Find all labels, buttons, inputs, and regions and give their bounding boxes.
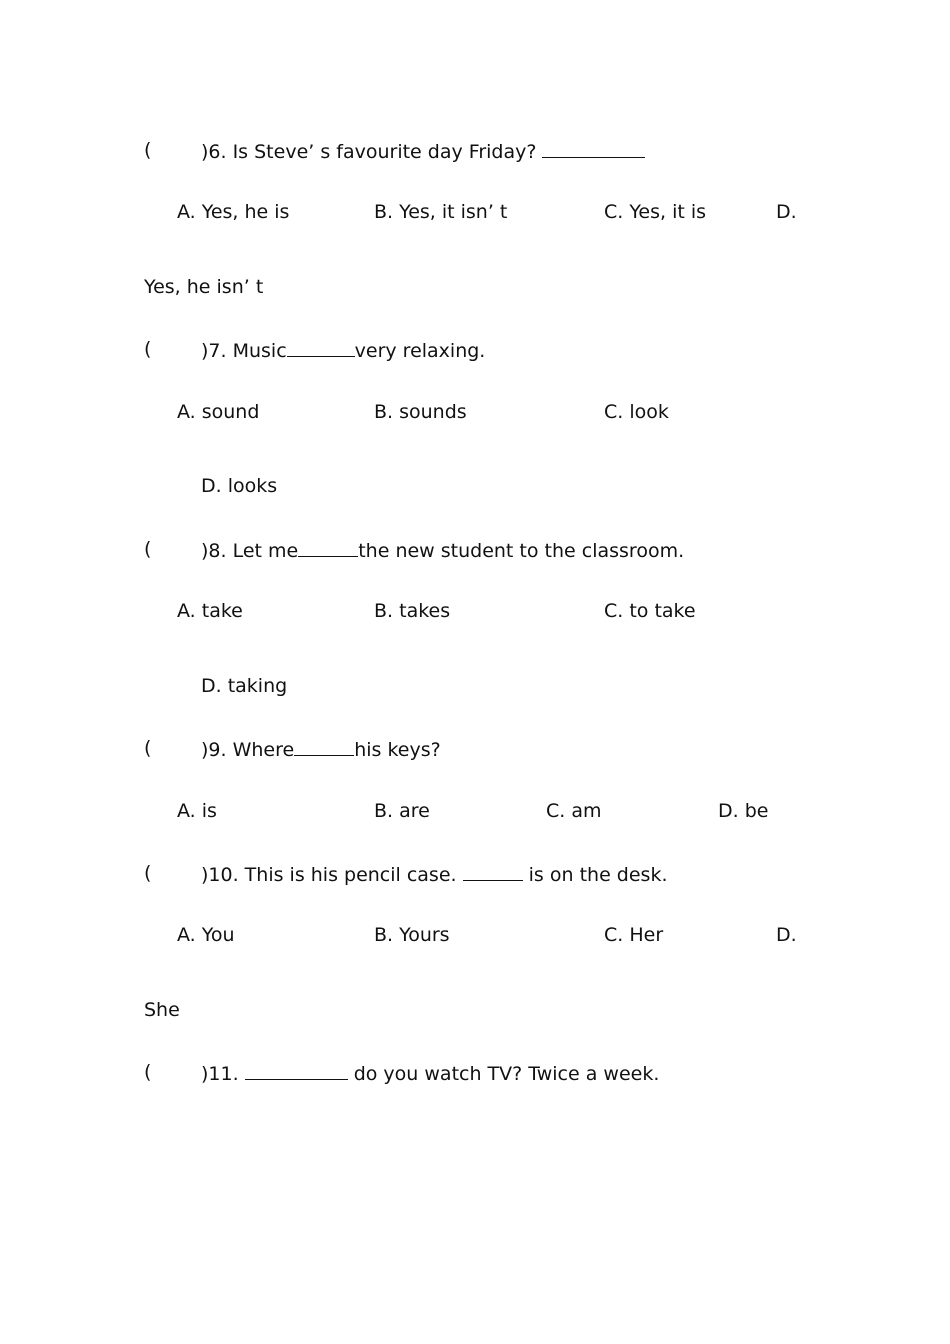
answer-bracket: (: [144, 338, 152, 360]
question-text: [201, 537, 684, 563]
option-a[interactable]: A. You: [177, 924, 235, 946]
question-stem-end: do you watch TV? Twice a week.: [347, 1063, 660, 1085]
option-d[interactable]: D. looks: [201, 475, 278, 497]
question-stem: )11.: [201, 1063, 245, 1085]
option-c[interactable]: C. am: [546, 800, 602, 822]
answer-blank[interactable]: [294, 736, 354, 756]
option-c[interactable]: C. to take: [604, 600, 696, 622]
question-stem: )10. This is his pencil case.: [201, 864, 463, 886]
question-stem: )9. Where: [201, 739, 295, 761]
question-stem-end: is on the desk.: [522, 864, 668, 886]
question-stem-end: his keys?: [354, 739, 441, 761]
option-a[interactable]: A. Yes, he is: [177, 201, 290, 223]
question-text: [201, 337, 485, 363]
question-text: [201, 736, 441, 762]
question-text: [201, 861, 667, 887]
question-stem: )8. Let me: [201, 540, 299, 562]
option-d[interactable]: D. taking: [201, 675, 288, 697]
option-b[interactable]: B. sounds: [374, 401, 467, 423]
answer-bracket: (: [144, 1061, 152, 1083]
option-c[interactable]: C. Yes, it is: [604, 201, 707, 223]
option-c[interactable]: C. look: [604, 401, 669, 423]
answer-blank[interactable]: [245, 1060, 348, 1080]
answer-bracket: (: [144, 538, 152, 560]
option-d-text[interactable]: She: [144, 999, 180, 1021]
option-b[interactable]: B. Yes, it isn’ t: [374, 201, 508, 223]
option-a[interactable]: A. is: [177, 800, 217, 822]
answer-blank[interactable]: [298, 537, 358, 557]
answer-blank[interactable]: [463, 861, 523, 881]
answer-blank[interactable]: [287, 337, 355, 357]
option-d[interactable]: D. be: [718, 800, 769, 822]
question-text: [201, 138, 645, 164]
option-a[interactable]: A. sound: [177, 401, 260, 423]
option-d-text[interactable]: Yes, he isn’ t: [144, 276, 264, 298]
option-d[interactable]: D.: [776, 924, 797, 946]
question-stem-end: the new student to the classroom.: [358, 540, 685, 562]
answer-blank[interactable]: [542, 138, 645, 158]
option-b[interactable]: B. Yours: [374, 924, 450, 946]
option-b[interactable]: B. takes: [374, 600, 451, 622]
answer-bracket: (: [144, 862, 152, 884]
option-a[interactable]: A. take: [177, 600, 243, 622]
question-stem: )7. Music: [201, 340, 287, 362]
question-stem: )6. Is Steve’ s favourite day Friday?: [201, 141, 543, 163]
question-stem-end: very relaxing.: [354, 340, 486, 362]
option-c[interactable]: C. Her: [604, 924, 664, 946]
option-b[interactable]: B. are: [374, 800, 430, 822]
option-d[interactable]: D.: [776, 201, 797, 223]
question-text: [201, 1060, 659, 1086]
answer-bracket: (: [144, 139, 152, 161]
answer-bracket: (: [144, 737, 152, 759]
